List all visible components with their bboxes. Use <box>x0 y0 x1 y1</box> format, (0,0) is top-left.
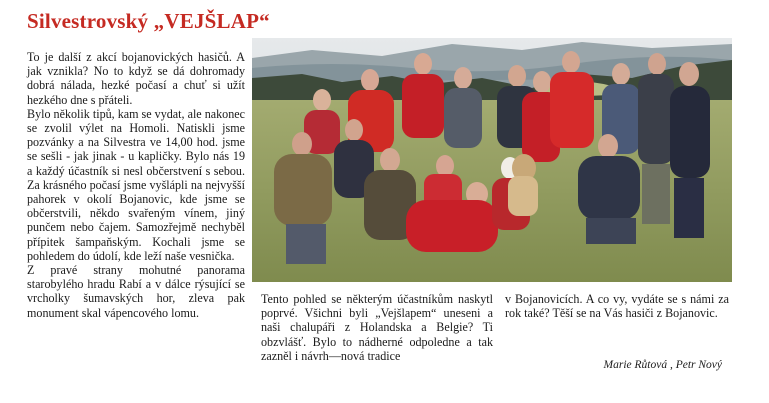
group-photo <box>252 38 732 282</box>
article-right-column <box>505 292 729 320</box>
paragraph-panorama: Z pravé strany mohutné panorama starobylého hradu Rabí a v dálce rýsující se vrcholky šumavských hor, zleva pak monument skal vápencového lomu. <box>27 263 245 320</box>
article-left-column <box>27 50 245 320</box>
paragraph-intro: To je další z akcí bojanovických hasičů. A jak vznikla? No to když se dá dohromady dobrá nálada, hezké počasí a chuť si užít hezkého dne s přáteli. <box>27 50 245 107</box>
group-photo-illustration <box>252 38 732 282</box>
paragraph-trip: Bylo několik tipů, kam se vydat, ale nakonec se zvolil výlet na Homoli. Natiskli jsme pozvánky a na Silvestra ve 14,00 hod. jsme se sešli - jak jinak - u kapličky. Bylo nás 19 a každý účastník si nesl občerstvení s sebou. Za krásného počasí jsme vyšlápli na nejvyšší pahorek v okolí Bojanovic, kde jsme se občerstvili, někdo svařeným vínem, jiný punčem nebo čajem. Samozřejmě nechyběl přípitek šampaňským. Kochali jsme se pohledem do údolí, kde leží naše vesnička. <box>27 106 245 263</box>
article-middle-column <box>261 292 493 363</box>
article-title: Silvestrovský „VEJŠLAP“ <box>27 9 270 33</box>
article-signature: Marie Růtová , Petr Nový <box>603 359 722 371</box>
paragraph-view: Tento pohled se některým účastníkům naskytl poprvé. Všichni byli „Vejšlapem“ uneseni a naši chalupáři z Holandska a Belgie? Ti obzvlášť. Bylo to nádherné odpoledne a tak zazněl i návrh—nová tradice <box>261 292 493 363</box>
paragraph-closing: v Bojanovicích. A co vy, vydáte se s námi za rok také? Těší se na Vás hasiči z Bojanovic. <box>505 292 729 321</box>
